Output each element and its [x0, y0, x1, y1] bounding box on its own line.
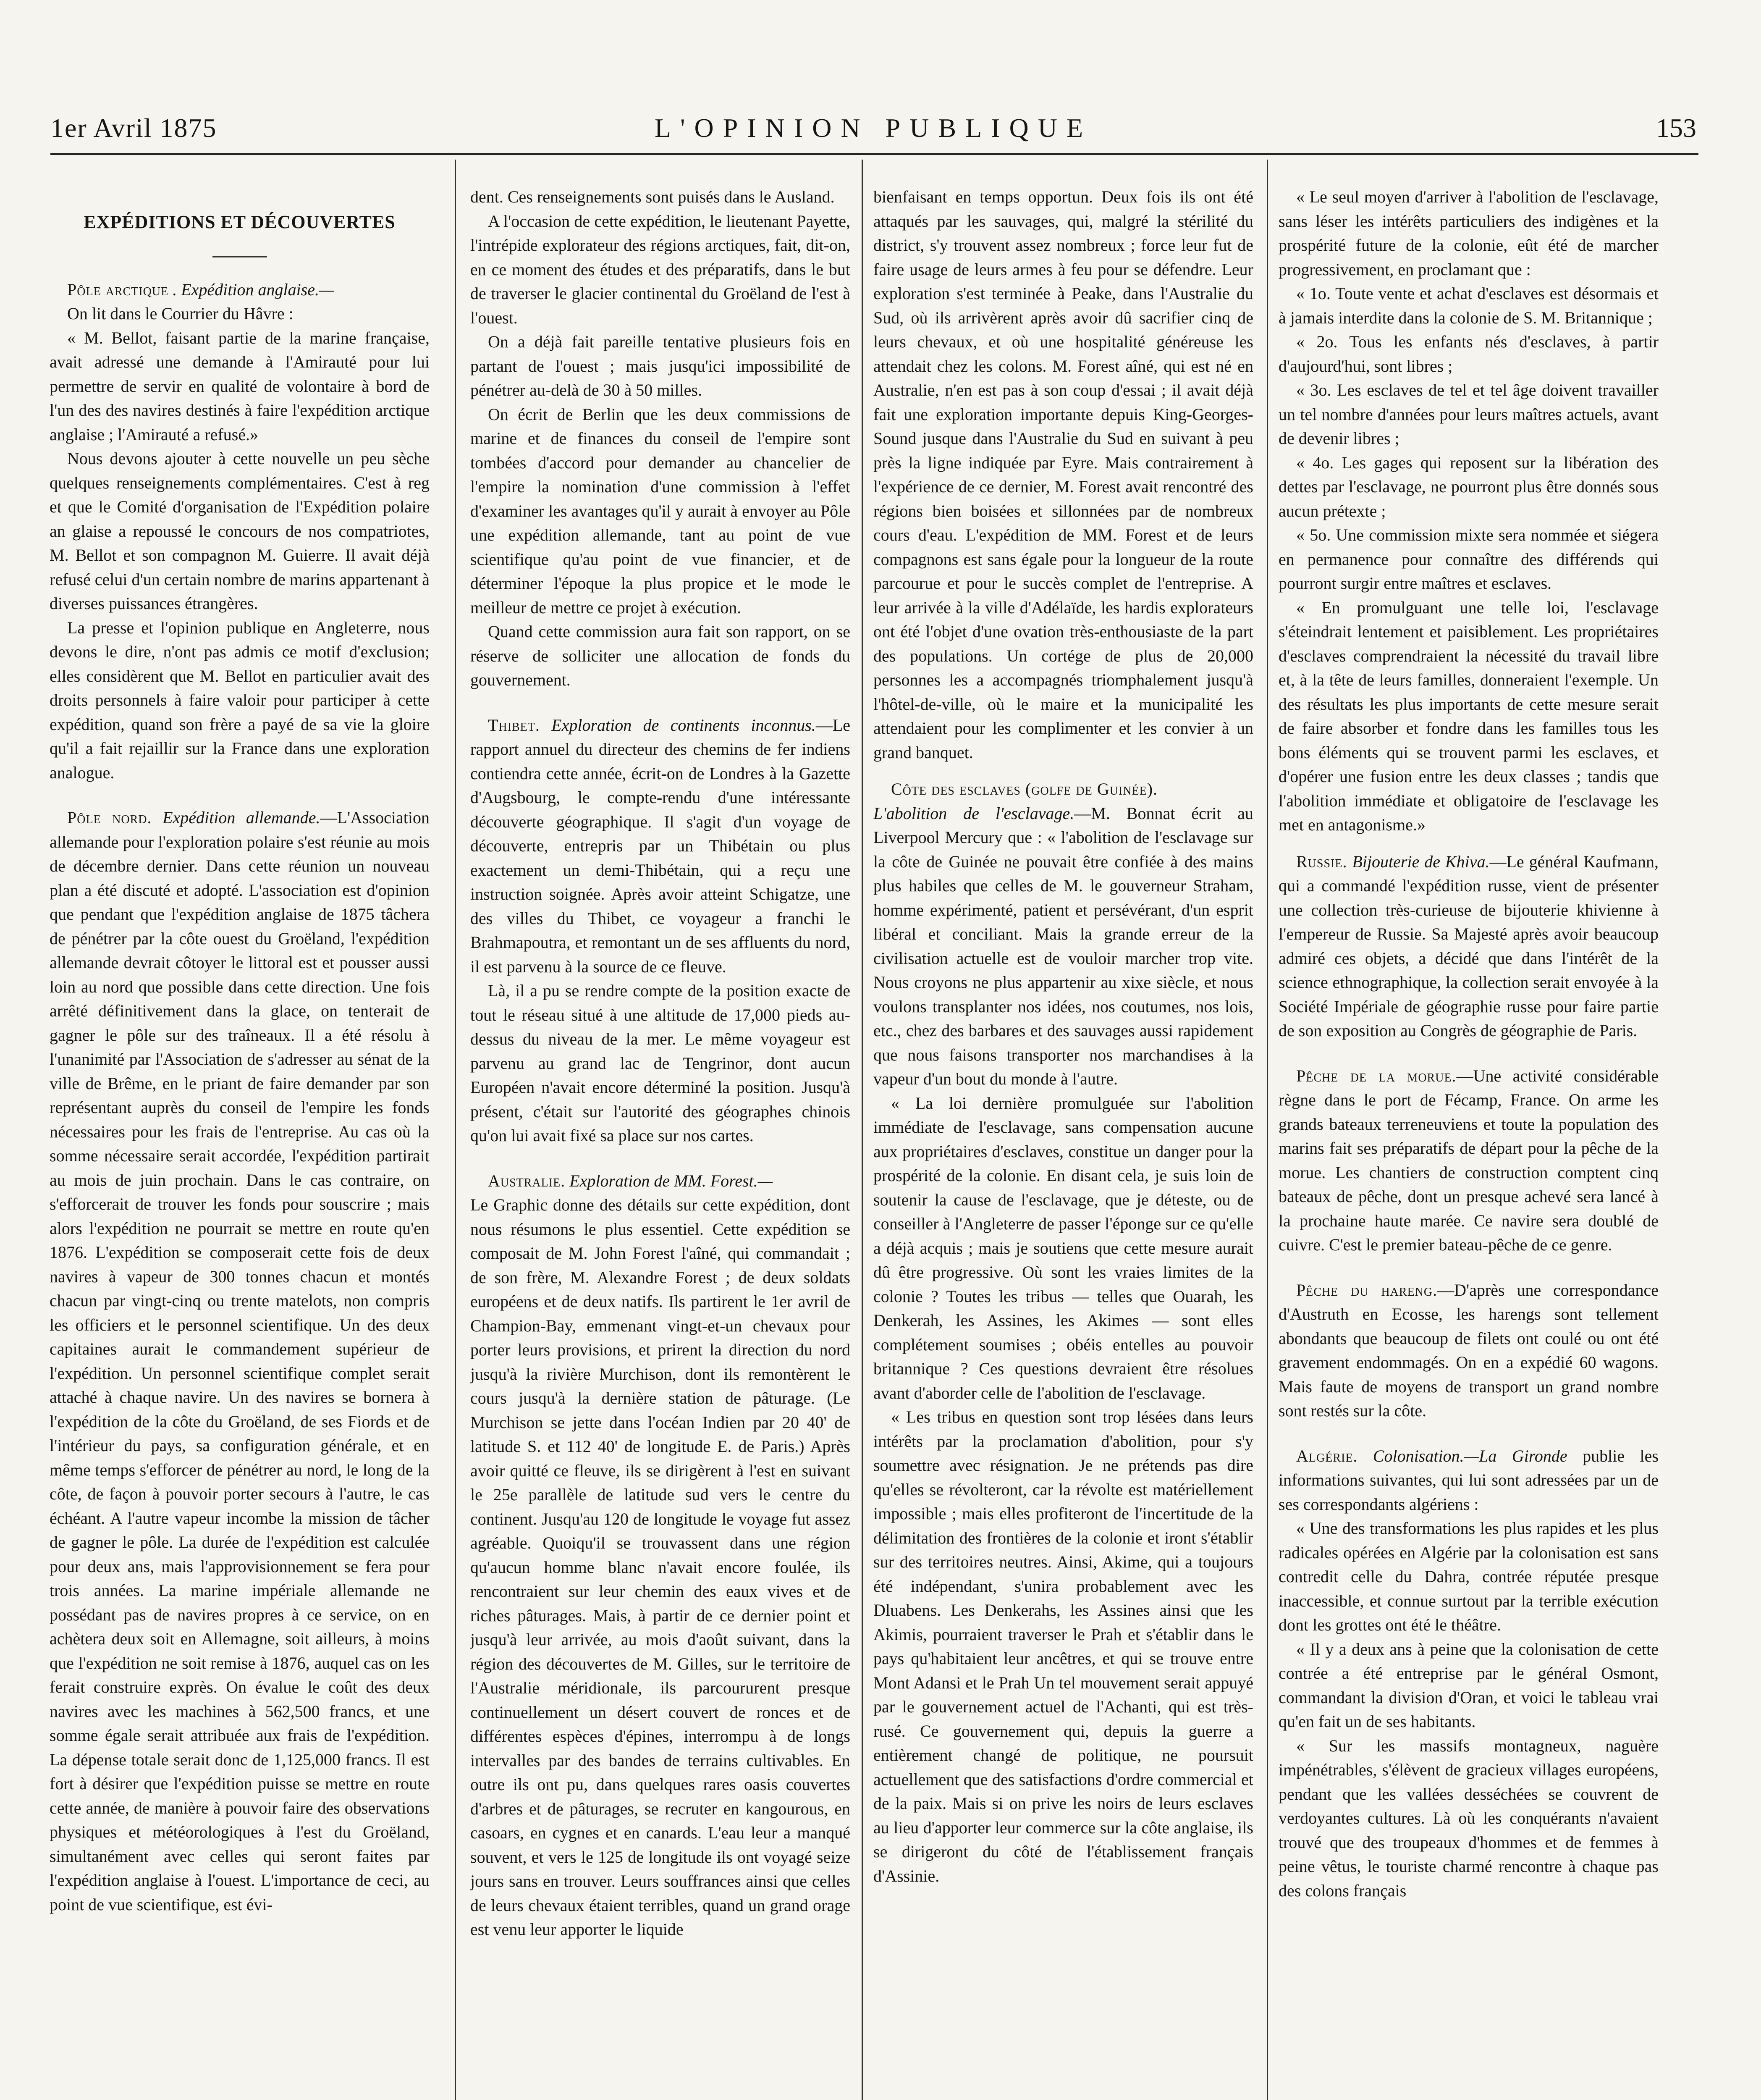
paragraph: « Une des transformations les plus rapides et les plus radicales opérées en Algérie par la colonisation est sans contredit celle du Dahra, contrée réputée presque inaccessible, et connue surtout par la terrible exécution dont les grottes ont été le théâtre.: [1279, 1519, 1659, 1634]
column-rule-2: [862, 160, 863, 2100]
paragraph: —L'Association allemande pour l'exploration polaire s'est réunie au mois de décembre dernier. Dans cette réunion un nouveau plan a été discuté et adopté. L'association est d'opinion que pendant que l'expédition anglaise de 1875 tâchera de pénétrer par la côte ouest du Groëland, l'expédition allemande devrait côtoyer le littoral est et pousser aussi loin au nord que possible dans cette direction. Une fois arrêté définitivement dans la glace, on tenterait de gagner le pôle sur des traîneaux. Il a été résolu à l'unanimité par l'Association de s'adresser au sénat de la ville de Brême, en le priant de faire demander par son représentant auprès du conseil de l'empire les fonds nécessaires pour les frais de l'entreprise. Au cas où la somme nécessaire serait accordée, l'expédition partirait au mois de juin prochain. Dans le cas contraire, on s'efforcerait de trouver les fonds pour souscrire ; mais alors l'expédition ne pourrait se mettre en route qu'en 1876. L'expédition se composerait cette fois de deux navires à vapeur de 300 tonnes chacun et montés chacun par vingt-cinq ou trente matelots, non compris les officiers et le personnel scientifique. Un des deux capitaines aurait le commandement supérieur de l'expédition. Un personnel scientifique complet serait attaché à chaque navire. Un des navires se bornera à l'expédition de la côte du Groëland, de ses Fiords et de l'intérieur du pays, sa configuration générale, et en même temps s'efforcer de pénétrer au nord, le long de la côte, de façon à pouvoir porter secours à l'autre, le cas échéant. A l'autre vapeur incombe la mission de tâcher de gagner le pôle. La durée de l'expédition est calculée pour deux ans, mais l'approvisionnement se fera pour trois années. La marine impériale allemande ne possédant pas de navires propres à ce service, on en achètera deux soit en Allemagne, soit ailleurs, à moins que l'expédition ne soit remise à 1876, auquel cas on les ferait construire exprès. On évalue le coût des deux navires avec les machines à 562,500 francs, et une somme égale serait attribuée aux frais de l'expédition. La dépense totale serait donc de 1,125,000 francs. Il est fort à désirer que l'expédition puisse se mettre en route cette année, de manière à pouvoir faire des observations physiques et météorologiques à l'est du Groëland, simultanément avec celles qui seront faites par l'expédition anglaise à l'ouest. L'importance de ceci, au point de vue scientifique, est évi-: [50, 808, 430, 1914]
paragraph: « Les tribus en question sont trop lésées dans leurs intérêts par la proclamation d'abolition, pour s'y soumettre avec résignation. Je ne prétends pas dire qu'elles se révolteront, car la révolte est matériellement impossible ; mais elles profiteront de l'incertitude de la délimitation des frontières de la colonie et iront s'établir sur des territoires neutres. Ainsi, Akime, qui a toujours été indépendant, s'unira probablement avec les Dluabens. Les Denkerahs, les Assines ainsi que les Akimis, pourraient traverser le Prah et s'établir dans le pays qu'habitaient leur ancêtres, et qui se trouve entre Mont Adansi et le Prah Un tel mouvement serait appuyé par le gouvernement actuel de l'Achanti, qui est très-rusé. Ce gouvernement qui, depuis la guerre a entièrement changé de politique, ne poursuit actuellement que des satisfactions d'ordre commercial et de la paix. Mais si on prive les noirs de leurs esclaves au lieu d'apporter leur commerce sur la côte anglaise, ils se dirigeront du côté de l'établissement français d'Assinie.: [873, 1407, 1253, 1885]
column-2: [470, 185, 850, 2100]
paragraph: publie les informations suivantes, qui lui sont adressées par un de ses correspondants algériens :: [1279, 1446, 1659, 1514]
spacer: [1279, 1043, 1659, 1064]
rubric: Russie.: [1296, 852, 1347, 871]
rubric: Australie.: [488, 1171, 566, 1190]
page-header: [50, 113, 1696, 146]
paragraph: On écrit de Berlin que les deux commissions de marine et de finances du conseil de l'empire sont tombées d'accord pour demander au chancelier de l'empire la nomination d'une commission à l'effet d'examiner les avantages qu'il y aurait à envoyer au Pôle une expédition allemande, tant au point de vue scientifique qu'au point de vue financier, et de déterminer l'époque la plus propice et le mode le meilleur de mettre ce projet à exécution.: [470, 404, 850, 617]
subhead: Bijouterie de Khiva.: [1352, 852, 1490, 871]
article-hareng: [1279, 1278, 1659, 1423]
rubric: Thibet.: [488, 715, 540, 735]
article-heading-arctique: [50, 278, 430, 302]
subhead: L'abolition de l'esclavage.: [873, 803, 1074, 823]
spacer: [470, 1148, 850, 1169]
spacer: [50, 785, 430, 806]
column-rule-3: [1267, 160, 1268, 2100]
section-title: EXPÉDITIONS ET DÉCOUVERTES: [84, 212, 396, 232]
article-guinee-heading: [873, 777, 1253, 801]
article-thibet: [470, 713, 850, 979]
rubric: Pêche de la morue.: [1296, 1066, 1457, 1085]
paragraph: « 4o. Les gages qui reposent sur la libération des dettes par l'esclavage, ne pourront plus être donnés sous aucun prétexte ;: [1279, 453, 1659, 520]
paragraph: —M. Bonnat écrit au Liverpool Mercury que : « l'abolition de l'esclavage sur la côte de Guinée ne pouvait être confiée à des mains plus habiles que celles de M. le gouverneur Straham, homme expérimenté, patient et persévérant, d'un esprit libéral et conciliant. Mais la grande erreur de la civilisation actuelle est de vouloir marcher trop vite. Nous croyons ne plus appartenir au xixe siècle, et nous voulons transplanter nos idées, nos coutumes, nos lois, etc., chez des barbares et des sauvages aussi rapidement que nous faisons transporter nos marchandises à la vapeur d'un bout du monde à l'autre.: [873, 803, 1253, 1088]
subhead: . Expédition anglaise.—: [173, 280, 334, 299]
rubric: Pêche du hareng.: [1296, 1280, 1438, 1299]
paragraph: On a déjà fait pareille tentative plusieurs fois en partant de l'ouest ; mais jusqu'ici impossibilité de pénétrer au-delà de 30 à 50 milles.: [470, 332, 850, 399]
article-nord: [50, 806, 430, 1916]
subhead: Exploration de continents inconnus.: [551, 715, 816, 735]
paragraph: dent. Ces renseignements sont puisés dans le Ausland.: [470, 187, 835, 206]
article-australie-heading: [470, 1169, 850, 1193]
paragraph: La presse et l'opinion publique en Angleterre, nous devons le dire, n'ont pas admis ce motif d'exclusion; elles considèrent que M. Bellot en particulier avait des droits personnels à faire valoir pour participer à cette expédition, quand son frère a payé de sa vie la gloire qu'il a fait rejaillir sur la France dans une exploration analogue.: [50, 618, 430, 782]
paragraph: « 3o. Les esclaves de tel et tel âge doivent travailler un tel nombre d'années pour leurs maîtres actuels, avant de devenir libres ;: [1279, 381, 1659, 448]
column-1: [50, 193, 430, 2100]
issue-date: 1er Avril 1875: [50, 113, 217, 143]
spacer: [470, 692, 850, 713]
subhead: Expédition allemande.: [162, 808, 320, 827]
paragraph: « M. Bellot, faisant partie de la marine française, avait adressé une demande à l'Amirauté pour lui permettre de servir en qualité de volontaire à bord de l'un des des navires destinés à faire l'expédition arctique anglaise ; l'Amirauté a refusé.»: [50, 328, 430, 444]
spacer: [873, 764, 1253, 777]
paragraph: —D'après une correspondance d'Austruth en Ecosse, les harengs sont tellement abondants que beaucoup de filets ont coulé ou ont été gravement endommagés. On en a expédié 60 wagons. Mais faute de moyens de transport un grand nombre sont restés sur la côte.: [1279, 1280, 1659, 1420]
paragraph: Là, il a pu se rendre compte de la position exacte de tout le réseau situé à une altitude de 17,000 pieds au-dessus du niveau de la mer. Le même voyageur est parvenu au grand lac de Tengrinor, dont aucun Européen n'avait encore déterminé la position. Jusqu'à présent, c'était sur l'autorité des géographes chinois qu'on lui avait fixé sa place sur nos cartes.: [470, 981, 850, 1145]
spacer: [1279, 1257, 1659, 1278]
paragraph: « La loi dernière promulguée sur l'abolition immédiate de l'esclavage, sans compensation aucune aux propriétaires d'esclaves, constitue un danger pour la prospérité de la colonie. En disant cela, je suis loin de soutenir la cause de l'esclavage, que je déteste, ou de conseiller à l'Angleterre de passer l'éponge sur ce qu'elle a déjà acquis ; mais je soutiens que cette mesure aurait dû être progressive. Où sont les vraies limites de la colonie ? Toutes les tribus — telles que Ouarah, les Denkerah, les Assines, les Akimes — sont elles complétement soumises ; obéis entelles au pouvoir britannique ? Ces questions devraient être résolues avant d'aborder celle de l'abolition de l'esclavage.: [873, 1093, 1253, 1402]
column-rule-1: [455, 160, 456, 2100]
article-guinee: [873, 801, 1253, 1091]
paragraph: Quand cette commission aura fait son rapport, on se réserve de solliciter une allocation de fonds du gouvernement.: [470, 622, 850, 689]
paragraph: —Une activité considérable règne dans le port de Fécamp, France. On arme les grands bateaux terreneuviens et toute la population des marins fait ses préparatifs de départ pour la pêche de la morue. Les chantiers de construction comptent cinq bateaux de pêche, dont un presque achevé sera lancé à la prochaine haute marée. Ce navire sera doublé de cuivre. C'est le premier bateau-pêche de ce genre.: [1279, 1066, 1659, 1254]
paragraph: A l'occasion de cette expédition, le lieutenant Payette, l'intrépide explorateur des régions arctiques, fait, dit-on, en ce moment des études et des préparatifs, dans le but de traverser le glacier continental du Groëland de l'est à l'ouest.: [470, 211, 850, 327]
paragraph: « 5o. Une commission mixte sera nommée et siégera en permanence pour connaître des différends qui pourront surgir entre maîtres et esclaves.: [1279, 525, 1659, 593]
paragraph: « Le seul moyen d'arriver à l'abolition de l'esclavage, sans léser les intérêts particuliers des indigènes et la prospérité future de la colonie, eût été de marcher progressivement, en proclamant que :: [1279, 187, 1659, 279]
column-3: [873, 185, 1253, 2100]
paragraph: bienfaisant en temps opportun. Deux fois ils ont été attaqués par les sauvages, qui, malgré la stérilité du district, s'y trouvent assez nombreux ; force leur fut de faire usage de leurs armes à feu pour se défendre. Leur exploration s'est terminée à Peake, dans l'Australie du Sud, où ils arrivèrent après avoir dû sacrifier cinq de leurs chevaux, et où une hospitalité généreuse les attendait chez les colons. M. Forest aîné, qui est né en Australie, n'en est pas à son coup d'essai ; il avait déjà fait une exploration importante depuis King-Georges-Sound jusque dans l'Australie du Sud en suivant à peu près la ligne indiquée par Eyre. Mais contrairement à l'expérience de ce dernier, M. Forest avait rencontré des régions bien boisées et sillonnées par de nombreux cours d'eau. L'expédition de MM. Forest et de leurs compagnons est sans égale pour la longueur de la route parcourue et pour le succès complet de l'entreprise. A leur arrivée à la ville d'Adélaïde, les hardis explorateurs ont été l'objet d'une ovation très-enthousiaste de la part des populations. Un cortége de plus de 20,000 personnes les a accompagnés triomphalement jusqu'à l'hôtel-de-ville, où le maire et la municipalité les attendaient pour les complimenter et les convier à un grand banquet.: [873, 187, 1253, 762]
paragraph: Le Graphic donne des détails sur cette expédition, dont nous résumons le plus essentiel. Cette expédition se composait de M. John Forest l'aîné, qui commandait ; de son frère, M. Alexandre Forest ; de deux soldats européens et de deux natifs. Ils partirent le 1er avril de Champion-Bay, emmenant vingt-et-un chevaux pour porter leurs provisions, et prirent la direction du nord jusqu'à la rivière Murchison, dont ils remontèrent le cours jusqu'à la dernière station de pâturage. (Le Murchison se jette dans l'océan Indien par 20 40' de latitude S. et 112 40' de longitude E. de Paris.) Après avoir quitté ce fleuve, ils se dirigèrent à l'est en suivant le 25e parallèle de latitude sud vers le centre du continent. Jusqu'au 120 de longitude le voyage fut assez agréable. Quoiqu'il se trouvassent dans une région qu'aucun homme blanc n'avait encore foulée, ils rencontraient sur leur chemin des eaux vives et de riches pâturages. Mais, à partir de ce dernier point et jusqu'à leur arrivée, au mois d'août suivant, dans la région des découvertes de M. Gilles, sur le territoire de l'Australie méridionale, ils parcoururent presque continuellement un désert couvert de ronces et de différentes espèces d'épines, interrompu à de longs intervalles par des bandes de terrains cultivables. En outre ils ont pu, dans quelques rares oasis couvertes d'arbres et de pâturages, se recruter en kangourous, en casoars, en cygnes et en canards. L'eau leur a manqué souvent, et vers le 125 de longitude ils ont voyagé seize jours sans en trouver. Leurs souffrances ainsi que celles de leurs chevaux étaient terribles, quand un grand orage est venu leur apporter le liquide: [470, 1195, 850, 1939]
rubric: Pôle nord.: [67, 808, 152, 827]
article-russie: [1279, 850, 1659, 1043]
article-morue: [1279, 1064, 1659, 1257]
paragraph: « Sur les massifs montagneux, naguère impénétrables, s'élèvent de gracieux villages européens, pendant que les vallées desséchées se couvrent de verdoyantes cultures. Là où les conquérants n'avaient trouvé que des troupeaux d'hommes et de femmes à peine vêtus, le touriste charmé rencontre à chaque pas des colons français: [1279, 1736, 1659, 1900]
rubric: Algérie.: [1296, 1446, 1358, 1465]
paragraph: On lit dans le Courrier du Hâvre :: [67, 304, 294, 323]
paragraph: « 2o. Tous les enfants nés d'esclaves, à partir d'aujourd'hui, sont libres ;: [1279, 332, 1659, 375]
subhead: Exploration de MM. Forest.—: [569, 1171, 773, 1190]
spacer: [1279, 1423, 1659, 1444]
spacer: [1279, 837, 1659, 850]
rubric: Pôle arctique: [67, 280, 169, 299]
page-number: 153: [1656, 113, 1696, 143]
paragraph: « En promulguant une telle loi, l'esclavage s'éteindrait lentement et paisiblement. Les propriétaires d'esclaves comprendraient la nécessité du travail libre et, à la tête de leurs familles, donneraient l'exemple. Un des résultats les plus importants de cette mesure serait de faire absorber et fondre dans les familles tous les bons éléments qui se trouvent parmi les esclaves, et d'opérer une fusion entre les deux classes ; tandis que l'abolition immédiate et obligatoire de l'esclavage les met en antagonisme.»: [1279, 598, 1659, 834]
paragraph: « Il y a deux ans à peine que la colonisation de cette contrée a été entreprise par le général Osmont, commandant la division d'Oran, et voici le tableau vrai qu'en fait un de ses habitants.: [1279, 1639, 1659, 1731]
journal-title: L'OPINION PUBLIQUE: [654, 113, 1093, 143]
column-4: [1279, 185, 1659, 2100]
paragraph: —Le général Kaufmann, qui a commandé l'expédition russe, vient de présenter une collection très-curieuse de bijouterie khivienne à l'empereur de Russie. Sa Majesté après avoir beaucoup admiré ces objets, a décidé que dans l'intérêt de la science ethnographique, la collection serait envoyée à la Société Impériale de géographie russe pour faire partie de son exposition au Congrès de géographie de Paris.: [1279, 852, 1659, 1040]
paragraph: —Le rapport annuel du directeur des chemins de fer indiens contiendra cette année, écrit-on de Londres à la Gazette d'Augsbourg, le compte-rendu d'une intéressante découverte géographique. Il s'agit d'un voyage de découverte, entrepris par un Thibétain ou plus exactement un demi-Thibétain, qui a reçu une instruction soignée. Après avoir atteint Schigatze, une des villes du Thibet, ce voyageur a franchi le Brahmapoutra, et remontant un de ses affluents du nord, il est parvenu à la source de ce fleuve.: [470, 715, 850, 976]
title-rule: [212, 256, 267, 257]
rubric: Côte des esclaves (golfe de Guinée).: [891, 780, 1158, 798]
subhead: Colonisation.—La Gironde: [1373, 1446, 1567, 1465]
paragraph: Nous devons ajouter à cette nouvelle un peu sèche quelques renseignements complémentaires. C'est à reg et que le Comité d'organisation de l'Expédition polaire an glaise a repoussé le concours de nos compatriotes, M. Bellot et son compagnon M. Guierre. Il avait déjà refusé celui d'un certain nombre de marins appartenant à diverses puissances étrangères.: [50, 449, 430, 613]
header-rule: [50, 153, 1698, 155]
article-algerie: [1279, 1444, 1659, 1517]
paragraph: « 1o. Toute vente et achat d'esclaves est désormais et à jamais interdite dans la colonie de S. M. Britannique ;: [1279, 284, 1659, 327]
